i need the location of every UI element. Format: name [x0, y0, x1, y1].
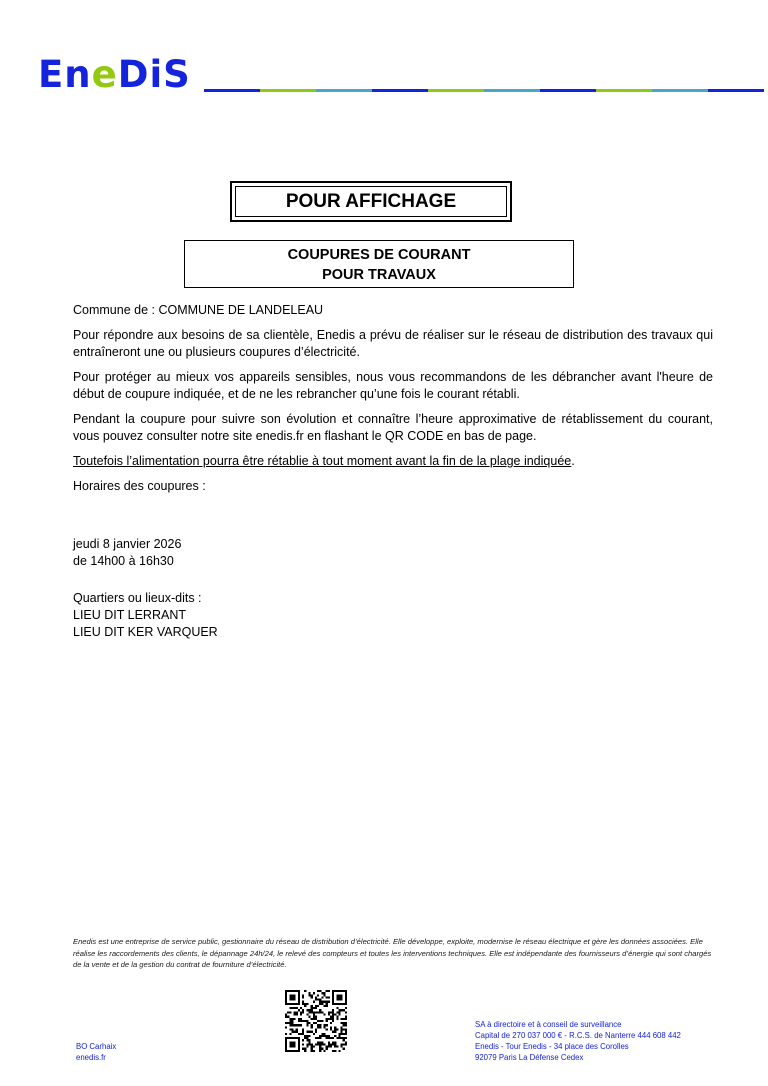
paragraph-2: Pour protéger au mieux vos appareils sensibles, nous vous recommandons de les débrancher avant l'heure de début de coupure indiquée, et de ne les rebrancher qu’une fois le courant rétabli.	[73, 370, 713, 401]
lieu-item: LIEU DIT KER VARQUER	[73, 625, 218, 639]
footer-left	[76, 1041, 116, 1063]
cut-date: jeudi 8 janvier 2026	[73, 537, 182, 551]
footer-address-1: Enedis - Tour Enedis - 34 place des Corolles	[475, 1042, 629, 1051]
cut-time: de 14h00 à 16h30	[73, 554, 174, 568]
footer-legal-1: SA à directoire et à conseil de surveillance	[475, 1020, 622, 1029]
notice-body	[73, 302, 713, 641]
footer-website-link[interactable]: enedis.fr	[76, 1053, 106, 1062]
subtitle-line-1: COUPURES DE COURANT	[287, 247, 471, 263]
warning-text: Toutefois l’alimentation pourra être rétablie à tout moment avant la fin de la plage indiquée	[73, 454, 572, 468]
footer-legal-2: Capital de 270 037 000 € - R.C.S. de Nanterre 444 608 442	[475, 1031, 681, 1040]
title-box	[230, 181, 512, 222]
page-title: POUR AFFICHAGE	[235, 186, 507, 217]
warning-period: .	[571, 454, 575, 468]
horaires-label: Horaires des coupures :	[73, 479, 206, 493]
subtitle-box	[184, 240, 574, 288]
footer-office: BO Carhaix	[76, 1042, 117, 1051]
lieu-item: LIEU DIT LERRANT	[73, 608, 186, 622]
header-divider	[204, 89, 764, 92]
commune-line: Commune de : COMMUNE DE LANDELEAU	[73, 303, 324, 317]
logo-wordmark: EneDiS	[38, 53, 191, 96]
enedis-logo	[38, 53, 191, 96]
paragraph-3: Pendant la coupure pour suivre son évolution et connaître l’heure approximative de rétablissement du courant, vous pouvez consulter notre site enedis.fr en flashant le QR CODE en bas de page.	[73, 412, 713, 443]
warning-line	[73, 453, 713, 470]
subtitle-line-2: POUR TRAVAUX	[322, 267, 436, 283]
footer-right	[475, 1019, 681, 1063]
quartiers-label: Quartiers ou lieux-dits :	[73, 591, 202, 605]
footer-address-2: 92079 Paris La Défense Cedex	[475, 1053, 584, 1062]
footer-disclaimer: Enedis est une entreprise de service public, gestionnaire du réseau de distribution d’électricité. Elle développe, exploite, modernise le réseau électrique et gère les données associées. Elle réalise les raccordements des clients, le dépannage 24h/24, le relevé des compteurs et toutes les interventions techniques. Elle est indépendante des fournisseurs d’énergie qui sont chargés de la vente et de la gestion du contrat de fourniture d’électricité.	[73, 937, 712, 969]
paragraph-1: Pour répondre aux besoins de sa clientèle, Enedis a prévu de réaliser sur le réseau de distribution des travaux qui entraîneront une ou plusieurs coupures d’électricité.	[73, 328, 713, 359]
qr-code[interactable]	[285, 990, 347, 1052]
